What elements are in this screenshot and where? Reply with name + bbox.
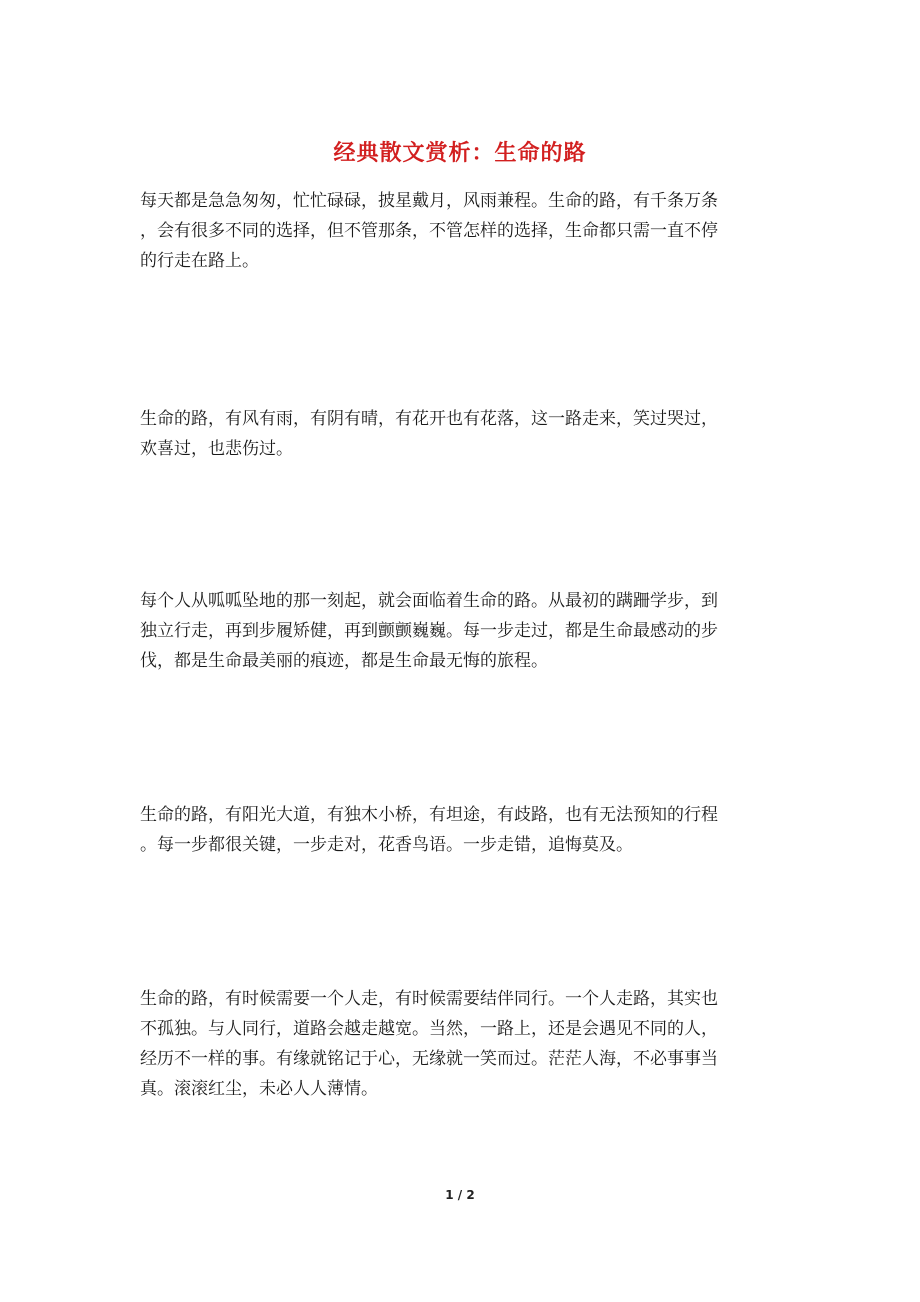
paragraph-5: 生命的路，有时候需要一个人走，有时候需要结伴同行。一个人走路，其实也 不孤独。与人同行，道路会越走越宽。当然，一路上，还是会遇见不同的人， 经历不一样的事。有缘就铭记于心，无缘就一笑而过。茫茫人海，不必事事当 真。滚滚红尘，未必人人薄情。 xyxy=(140,989,718,1099)
document-title: 经典散文赏析：生命的路 xyxy=(333,141,587,166)
page-number: 1 / 2 xyxy=(445,1188,475,1202)
paragraph-1: 每天都是急急匆匆，忙忙碌碌，披星戴月，风雨兼程。生命的路，有千条万条 ，会有很多不同的选择，但不管那条，不管怎样的选择，生命都只需一直不停 的行走在路上。 xyxy=(140,191,718,271)
paragraph-4: 生命的路，有阳光大道，有独木小桥，有坦途，有歧路，也有无法预知的行程 。每一步都很关键，一步走对，花香鸟语。一步走错，追悔莫及。 xyxy=(140,805,718,855)
paragraph-3: 每个人从呱呱坠地的那一刻起，就会面临着生命的路。从最初的蹒跚学步，到 独立行走，再到步履矫健，再到颤颤巍巍。每一步走过，都是生命最感动的步 伐，都是生命最美丽的痕迹，都是生命最无悔的旅程。 xyxy=(140,591,718,671)
paragraph-2: 生命的路，有风有雨，有阴有晴，有花开也有花落，这一路走来，笑过哭过， 欢喜过，也悲伤过。 xyxy=(140,409,718,459)
